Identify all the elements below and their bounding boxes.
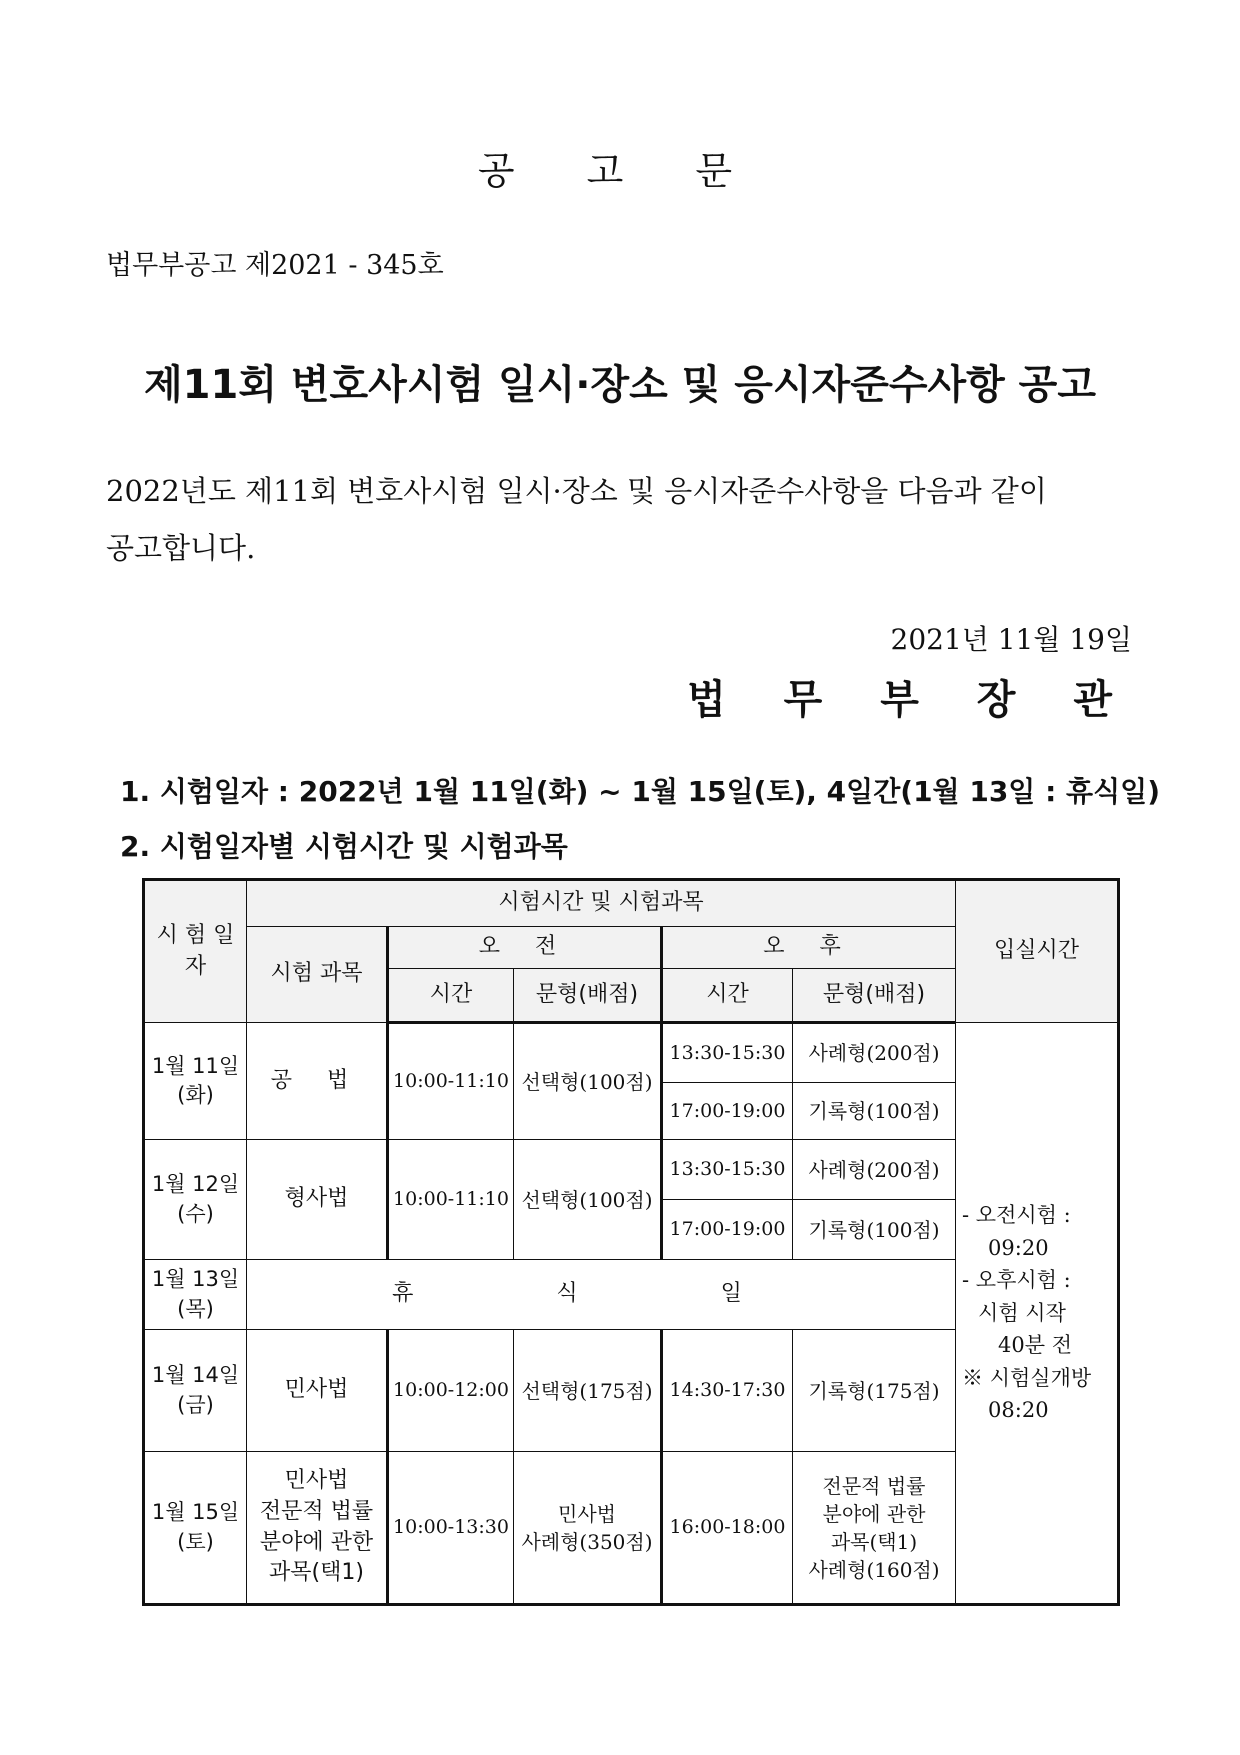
notice-date: 2021년 11월 19일 xyxy=(890,623,1132,656)
section-2-heading: 2. 시험일자별 시험시간 및 시험과목 xyxy=(120,830,568,863)
pm-time: 14:30-17:30 xyxy=(662,1330,793,1452)
exam-schedule-table xyxy=(142,878,1120,1606)
row-date: 1월 15일 (토) xyxy=(144,1452,247,1605)
pm-time: 17:00-19:00 xyxy=(662,1200,793,1260)
header-am-time: 시간 xyxy=(388,969,514,1023)
header-pm-type: 문형(배점) xyxy=(793,969,956,1023)
entry-time-note: - 오전시험 : 09:20 - 오후시험 : 시험 시작 40분 전 ※ 시험실개방 08:20 xyxy=(956,1023,1119,1605)
pm-time: 13:30-15:30 xyxy=(662,1140,793,1200)
row-subject: 형사법 xyxy=(247,1140,388,1260)
pm-time: 17:00-19:00 xyxy=(662,1083,793,1140)
row-date: 1월 13일 (목) xyxy=(144,1260,247,1330)
am-time: 10:00-11:10 xyxy=(388,1023,514,1140)
am-type: 선택형(175점) xyxy=(514,1330,662,1452)
row-subject: 민사법 xyxy=(247,1330,388,1452)
row-date: 1월 11일 (화) xyxy=(144,1023,247,1140)
header-times-subjects: 시험시간 및 시험과목 xyxy=(247,880,956,927)
pm-type: 기록형(100점) xyxy=(793,1083,956,1140)
pm-type: 기록형(100점) xyxy=(793,1200,956,1260)
am-time: 10:00-12:00 xyxy=(388,1330,514,1452)
section-1-exam-dates: 1. 시험일자 : 2022년 1월 11일(화) ~ 1월 15일(토), 4일간(1월 13일 : 휴식일) xyxy=(120,775,1160,808)
header-am-type: 문형(배점) xyxy=(514,969,662,1023)
holiday-label: 휴 식 일 xyxy=(247,1260,956,1330)
pm-time: 13:30-15:30 xyxy=(662,1023,793,1083)
am-type: 선택형(100점) xyxy=(514,1140,662,1260)
table-row xyxy=(144,1023,1119,1083)
row-subject: 민사법 전문적 법률 분야에 관한 과목(택1) xyxy=(247,1452,388,1605)
document-heading: 공 고 문 xyxy=(477,149,763,193)
pm-type: 전문적 법률 분야에 관한 과목(택1) 사례형(160점) xyxy=(793,1452,956,1605)
row-date: 1월 14일 (금) xyxy=(144,1330,247,1452)
header-subject: 시험 과목 xyxy=(247,927,388,1023)
notice-number: 법무부공고 제2021 - 345호 xyxy=(106,250,444,281)
header-exam-date: 시 험 일 자 xyxy=(144,880,247,1023)
header-afternoon: 오 후 xyxy=(662,927,956,969)
row-date: 1월 12일 (수) xyxy=(144,1140,247,1260)
pm-type: 기록형(175점) xyxy=(793,1330,956,1452)
intro-line-1: 2022년도 제11회 변호사시험 일시·장소 및 응시자준수사항을 다음과 같이 xyxy=(106,474,1047,508)
pm-type: 사례형(200점) xyxy=(793,1023,956,1083)
header-morning: 오 전 xyxy=(388,927,662,969)
am-type: 민사법 사례형(350점) xyxy=(514,1452,662,1605)
header-pm-time: 시간 xyxy=(662,969,793,1023)
intro-paragraph xyxy=(106,463,1136,577)
issuer-name: 법 무 부 장 관 xyxy=(687,676,1134,723)
intro-line-2: 공고합니다. xyxy=(106,531,256,565)
header-entry-time: 입실시간 xyxy=(956,880,1119,1023)
notice-title: 제11회 변호사시험 일시·장소 및 응시자준수사항 공고 xyxy=(144,362,1096,408)
row-subject: 공 법 xyxy=(247,1023,388,1140)
am-time: 10:00-11:10 xyxy=(388,1140,514,1260)
am-type: 선택형(100점) xyxy=(514,1023,662,1140)
am-time: 10:00-13:30 xyxy=(388,1452,514,1605)
pm-type: 사례형(200점) xyxy=(793,1140,956,1200)
pm-time: 16:00-18:00 xyxy=(662,1452,793,1605)
